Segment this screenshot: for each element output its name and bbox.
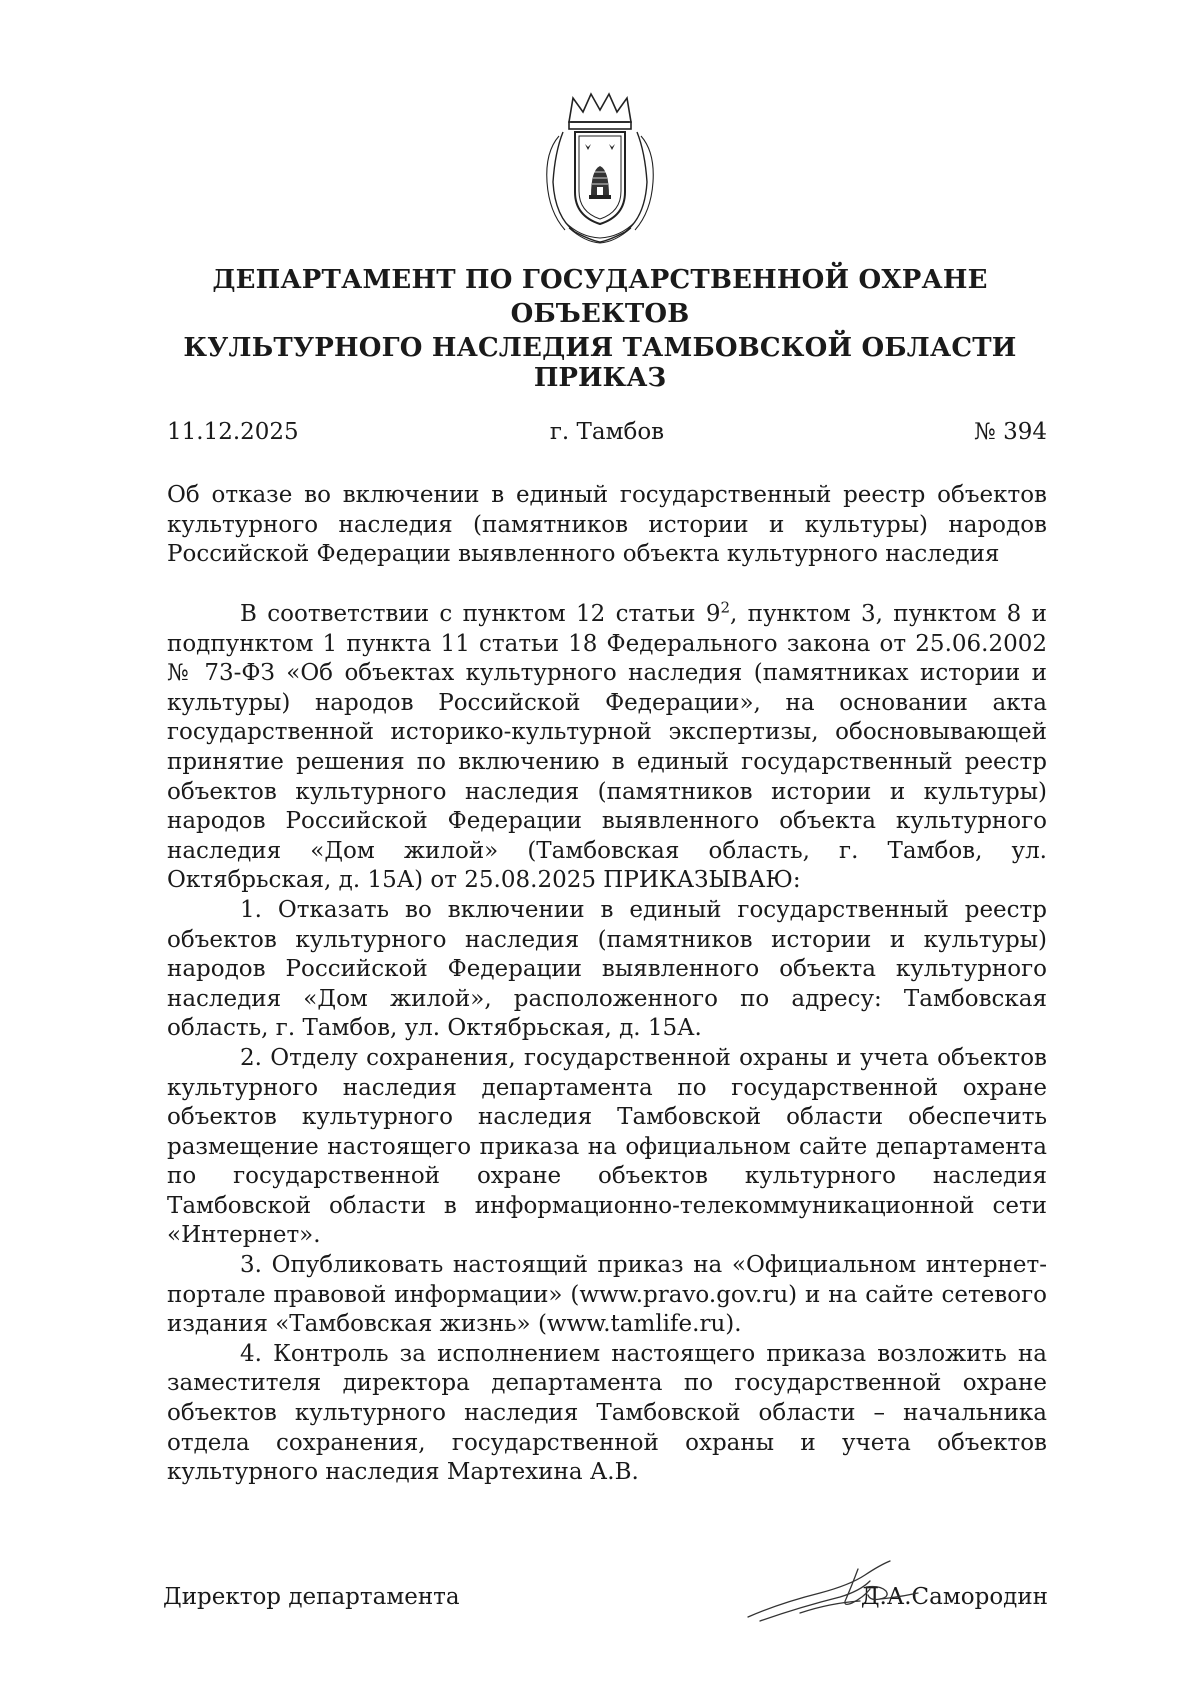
- document-body: [167, 600, 1047, 1488]
- organization-title: [170, 263, 1030, 365]
- preamble-superscript: 2: [720, 598, 730, 617]
- handwritten-signature: [740, 1555, 930, 1630]
- preamble-paragraph: [167, 600, 1047, 896]
- document-date: 11.12.2025: [167, 419, 299, 445]
- document-number: № 394: [974, 419, 1047, 445]
- document-subject: Об отказе во включении в единый государственный реестр объектов культурного наследия (памятников истории и культуры) народов Российской Федерации выявленного объекта культурного наследия: [167, 482, 1047, 568]
- order-item-3: 3. Опубликовать настоящий приказ на «Официальном интернет-портале правовой информации» (www.pravo.gov.ru) и на сайте сетевого издания «Тамбовская жизнь» (www.tamlife.ru).: [167, 1252, 1047, 1338]
- order-item-1: 1. Отказать во включении в единый государственный реестр объектов культурного наследия (памятников истории и культуры) народов Российской Федерации выявленного объекта культурного наследия «Дом жилой», расположенного по адресу: Тамбовская область, г. Тамбов, ул. Октябрьская, д. 15А.: [167, 896, 1047, 1042]
- preamble-part1: В соответствии с пунктом 12 статьи 9: [240, 601, 721, 627]
- order-item-2: 2. Отделу сохранения, государственной охраны и учета объектов культурного наследия департамента по государственной охране объектов культурного наследия Тамбовской области обеспечить размещение настоящего приказа на официальном сайте департамента по государственной охране объектов культурного наследия Тамбовской области в информационно-телекоммуникационной сети «Интернет».: [167, 1044, 1047, 1249]
- tambov-coat-of-arms-icon: [535, 92, 665, 244]
- order-item-4: 4. Контроль за исполнением настоящего приказа возложить на заместителя директора департамента по государственной охране объектов культурного наследия Тамбовской области – начальника отдела сохранения, государственной охраны и учета объектов культурного наследия Мартехина А.В.: [167, 1340, 1047, 1486]
- document-city: г. Тамбов: [549, 419, 665, 445]
- signer-name: Д.А.Самородин: [860, 1584, 1048, 1610]
- document-type: ПРИКАЗ: [533, 363, 667, 393]
- signer-position: Директор департамента: [163, 1584, 460, 1610]
- document-meta-row: [167, 418, 1047, 448]
- organization-title-line2: КУЛЬТУРНОГО НАСЛЕДИЯ ТАМБОВСКОЙ ОБЛАСТИ: [183, 333, 1017, 363]
- preamble-part2: , пунктом 3, пунктом 8 и подпунктом 1 пункта 11 статьи 18 Федерального закона от 25.06.2002 № 73-ФЗ «Об объектах культурного наследия (памятниках истории и культуры) народов Российской Федерации», на основании акта государственной историко-культурной экспертизы, обосновывающей принятие решения по включению в единый государственный реестр объектов культурного наследия (памятников истории и культуры) народов Российской Федерации выявленного объекта культурного наследия «Дом жилой» (Тамбовская область, г. Тамбов, ул. Октябрьская, д. 15А) от 25.08.2025 ПРИКАЗЫВАЮ:: [167, 601, 1047, 894]
- organization-title-line1: ДЕПАРТАМЕНТ ПО ГОСУДАРСТВЕННОЙ ОХРАНЕ ОБЪЕКТОВ: [212, 265, 988, 329]
